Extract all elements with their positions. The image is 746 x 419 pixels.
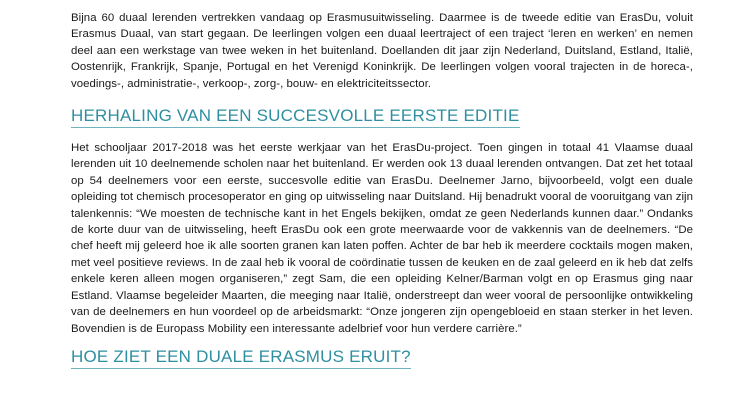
section-heading-1: HERHALING VAN EEN SUCCESVOLLE EERSTE EDITIE — [71, 106, 520, 128]
document-page — [71, 10, 693, 369]
section-heading-2: HOE ZIET EEN DUALE ERASMUS ERUIT? — [71, 347, 411, 369]
section-heading-1-wrap — [71, 106, 693, 128]
section-heading-2-wrap — [71, 347, 693, 369]
intro-paragraph: Bijna 60 duaal lerenden vertrekken vandaag op Erasmusuitwisseling. Daarmee is de tweede editie van ErasDu, voluit Erasmus Duaal, van start gegaan. De leerlingen volgen een duaal leertraject of een traject ‘leren en werken’ en nemen deel aan een werkstage van twee weken in het buitenland. Doellanden dit jaar zijn Nederland, Duitsland, Estland, Italië, Oostenrijk, Frankrijk, Spanje, Portugal en het Verenigd Koninkrijk. De leerlingen volgen vooral trajecten in de horeca-, voedings-, administratie-, verkoop-, zorg-, bouw- en elektriciteitssector. — [71, 12, 693, 90]
body-paragraph: Het schooljaar 2017-2018 was het eerste werkjaar van het ErasDu-project. Toen gingen in totaal 41 Vlaamse duaal lerenden uit 10 deelnemende scholen naar het buitenland. Er werden ook 13 duaal lerenden ontvangen. Dat zet het totaal op 54 deelnemers voor een eerste, succesvolle editie van ErasDu. Deelnemer Jarno, bijvoorbeeld, volgt een duale opleiding tot chemisch procesoperator en ging op uitwisseling naar Duitsland. Hij benadrukt vooral de vooruitgang van zijn talenkennis: “We moesten de technische kant in het Engels bekijken, omdat ze geen Nederlands kunnen daar.” Ondanks de korte duur van de uitwisseling, heeft ErasDu ook een grote meerwaarde voor de vakkennis van de deelnemers. “De chef heeft mij geleerd hoe ik alle soorten granen kan laten poffen. Achter de bar heb ik meerdere cocktails mogen maken, met veel positieve reviews. In de zaal heb ik vooral de coördinatie tussen de keuken en de zaal geleerd en ik heb dat zelfs enkele keren alleen mogen organiseren,” zegt Sam, die een opleiding Kelner/Barman volgt en op Erasmus ging naar Estland. Vlaamse begeleider Maarten, die meeging naar Italië, onderstreept dan weer vooral de persoonlijke ontwikkeling van de deelnemers en hun voordeel op de arbeidsmarkt: “Onze jongeren zijn opengebloeid en staan sterker in het leven. Bovendien is de Europass Mobility een interessante adelbrief voor hun verdere carrière.” — [71, 142, 693, 335]
